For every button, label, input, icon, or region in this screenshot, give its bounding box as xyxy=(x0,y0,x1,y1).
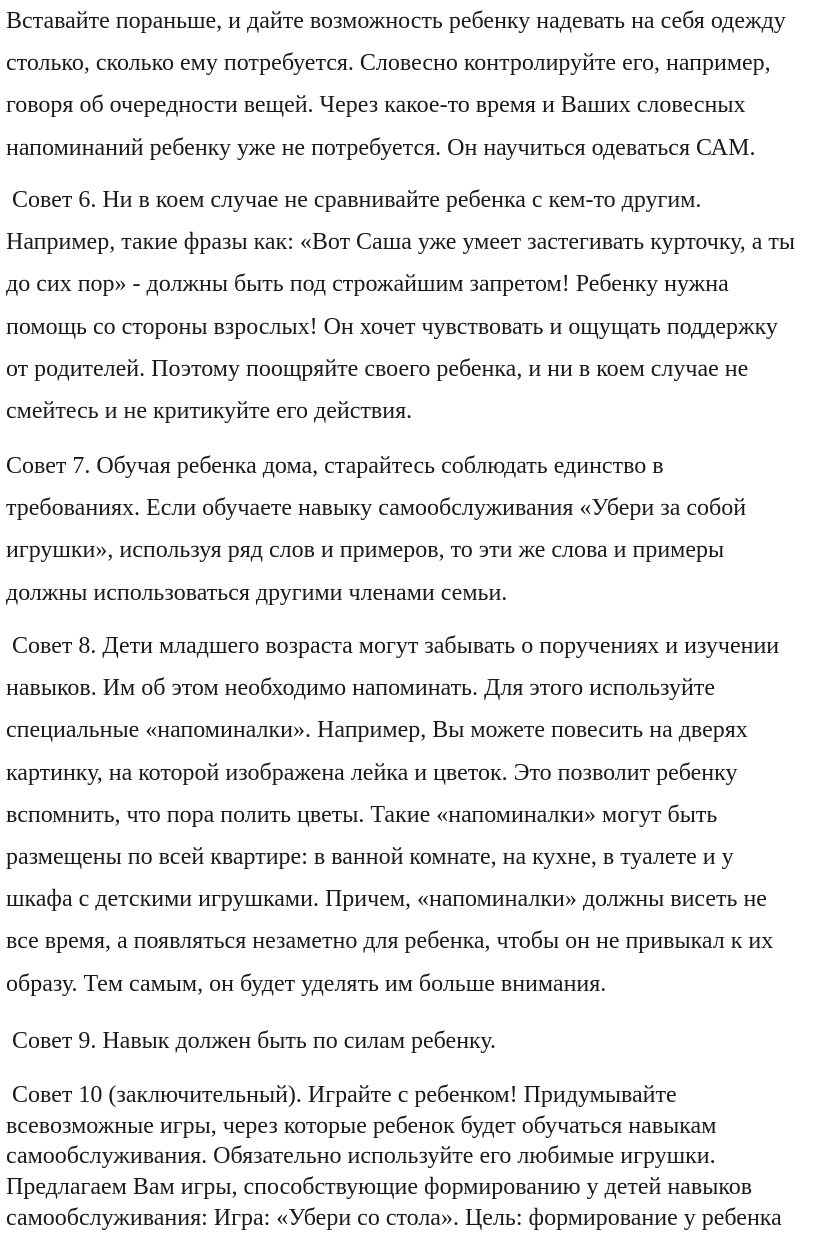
text-line: самообслуживания. Обязательно используйте его любимые игрушки. xyxy=(6,1143,716,1170)
text-line: Совет 6. Ни в коем случае не сравнивайте ребенка с кем-то другим. xyxy=(6,187,702,213)
text-line: вспомнить, что пора полить цветы. Такие «напоминалки» могут быть xyxy=(6,801,718,828)
text-line: самообслуживания: Игра: «Убери со стола». Цель: формирование у ребенка xyxy=(6,1204,782,1231)
text-line: требованиях. Если обучаете навыку самообслуживания «Убери за собой xyxy=(6,495,747,522)
text-line: все время, а появляться незаметно для ребенка, чтобы он не привыкал к их xyxy=(6,928,774,955)
text-line: должны использоваться другими членами семьи. xyxy=(6,579,508,606)
text-line: говоря об очередности вещей. Через какое-то время и Ваших словесных xyxy=(6,92,746,119)
text-line: навыков. Им об этом необходимо напоминать. Для этого используйте xyxy=(6,675,716,702)
text-line: Вставайте пораньше, и дайте возможность ребенку надевать на себя одежду xyxy=(6,8,786,34)
text-line: специальные «напоминалки». Например, Вы можете повесить на дверях xyxy=(6,717,748,744)
text-line: от родителей. Поэтому поощряйте своего ребенка, и ни в коем случае не xyxy=(6,355,749,382)
text-line: Совет 7. Обучая ребенка дома, старайтесь соблюдать единство в xyxy=(6,453,664,479)
text-line: столько, сколько ему потребуется. Словесно контролируйте его, например, xyxy=(6,50,771,77)
text-line: помощь со стороны взрослых! Он хочет чувствовать и ощущать поддержку xyxy=(6,313,778,340)
paragraph-tip-10 xyxy=(6,1080,812,1233)
text-line: напоминаний ребенку уже не потребуется. Он научиться одеваться САМ. xyxy=(6,134,756,161)
paragraph-tip-7 xyxy=(6,445,812,614)
text-line: Совет 10 (заключительный). Играйте с ребенком! Придумывайте xyxy=(6,1082,677,1108)
text-line: образу. Тем самым, он будет уделять им больше внимания. xyxy=(6,970,607,997)
text-line: Предлагаем Вам игры, способствующие формированию у детей навыков xyxy=(6,1174,753,1201)
text-line: всевозможные игры, через которые ребенок будет обучаться навыкам xyxy=(6,1112,717,1139)
text-line: до сих пор» - должны быть под строжайшим запретом! Ребенку нужна xyxy=(6,271,729,298)
text-line: смейтесь и не критикуйте его действия. xyxy=(6,397,413,424)
paragraph-tip-6 xyxy=(6,179,812,432)
paragraph-dressing xyxy=(6,0,812,169)
text-line: картинку, на которой изображена лейка и цветок. Это позволит ребенку xyxy=(6,759,738,786)
text-line: Совет 9. Навык должен быть по силам ребенку. xyxy=(6,1028,496,1054)
paragraph-tip-8 xyxy=(6,625,812,1005)
text-line: шкафа с детскими игрушками. Причем, «напоминалки» должны висеть не xyxy=(6,886,767,913)
paragraph-tip-9 xyxy=(6,1020,812,1062)
text-line: Совет 8. Дети младшего возраста могут забывать о поручениях и изучении xyxy=(6,633,780,659)
text-line: игрушки», используя ряд слов и примеров, то эти же слова и примеры xyxy=(6,537,725,564)
text-line: Например, такие фразы как: «Вот Саша уже умеет застегивать курточку, а ты xyxy=(6,229,796,256)
text-line: размещены по всей квартире: в ванной комнате, на кухне, в туалете и у xyxy=(6,843,734,870)
